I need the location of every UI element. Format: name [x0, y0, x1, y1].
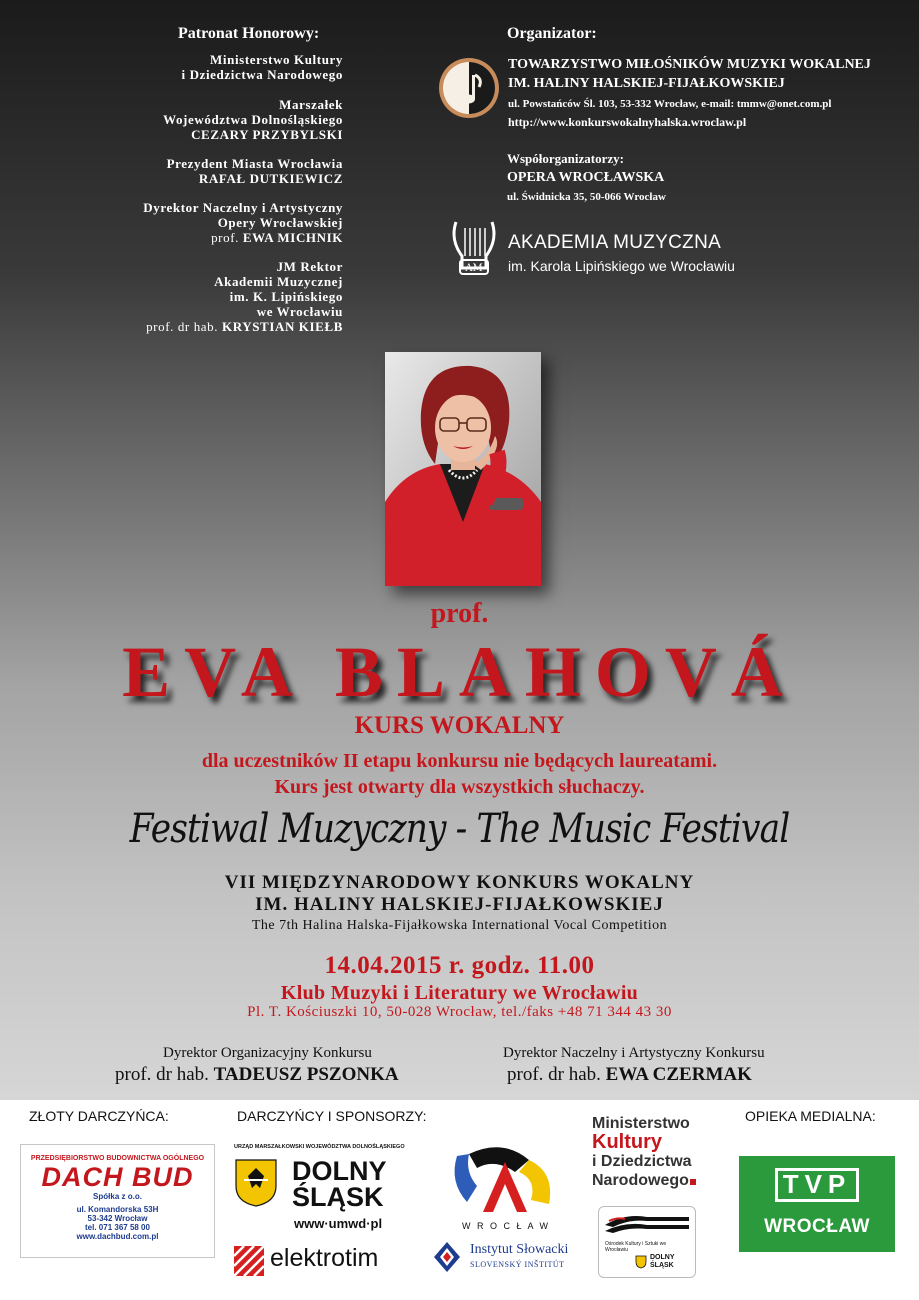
instytut-sub: SLOVENSKÝ INŠTITÚT	[470, 1260, 565, 1269]
dolny-top: URZĄD MARSZAŁKOWSKI WOJEWÓDZTWA DOLNOŚLĄSKIEGO	[234, 1144, 405, 1150]
patronat-group-4	[0, 200, 343, 245]
dachbud-www: www.dachbud.com.pl	[76, 1232, 159, 1241]
patronat-title: Patronat Honorowy:	[178, 25, 320, 42]
director-left-prefix: prof. dr hab.	[115, 1064, 209, 1085]
dachbud-top: PRZEDSIĘBIORSTWO BUDOWNICTWA OGÓLNEGO	[30, 1155, 205, 1162]
patronat-group-2	[0, 97, 343, 142]
patronat-line: Marszałek	[279, 97, 343, 112]
instytut-icon	[432, 1240, 462, 1274]
patronat-line: i Dziedzictwa Narodowego	[181, 67, 343, 82]
sponsors-label: DARCZYŃCY I SPONSORZY:	[237, 1108, 427, 1124]
tmmw-logo	[438, 57, 500, 119]
ministry-line-2: Kultury	[592, 1131, 662, 1153]
portrait-photo	[385, 352, 541, 586]
instytut-slowacki-logo	[432, 1240, 592, 1280]
small-coat-icon	[635, 1255, 647, 1269]
director-right	[507, 1064, 752, 1086]
akademia-name: AKADEMIA MUZYCZNA	[508, 232, 722, 253]
patronat-person	[0, 230, 343, 245]
director-right-prefix: prof. dr hab.	[507, 1064, 601, 1085]
course-line-1: dla uczestników II etapu konkursu nie będących laureatami.	[201, 750, 718, 772]
patronat-name: KRYSTIAN KIEŁB	[221, 319, 343, 334]
prof-label: prof.	[430, 598, 489, 629]
patronat-prefix: prof.	[211, 230, 239, 245]
gold-sponsor-label: ZŁOTY DARCZYŃCA:	[29, 1108, 169, 1124]
dachbud-addr2: 53-342 Wrocław	[87, 1214, 148, 1223]
dachbud-name: DACH BUD	[41, 1162, 194, 1192]
instytut-name: Instytut Słowacki	[470, 1242, 569, 1257]
festival-title: Festiwal Muzyczny - The Music Festival	[129, 806, 790, 852]
tvp-sub: WROCŁAW	[764, 1216, 870, 1237]
osrodek-dolny-1: DOLNY	[650, 1254, 675, 1261]
patronat-line: im. K. Lipińskiego	[229, 289, 343, 304]
patronat-line: Opery Wrocławskiej	[217, 215, 343, 230]
media-label: OPIEKA MEDIALNA:	[745, 1108, 876, 1124]
organizer-url[interactable]: http://www.konkurswokalnyhalska.wroclaw.pl	[508, 115, 747, 129]
patronat-line: Ministerstwo Kultury	[210, 52, 343, 67]
course-line-2: Kurs jest otwarty dla wszystkich słuchaczy.	[274, 776, 645, 798]
ministry-line-1: Ministerstwo	[592, 1115, 690, 1132]
elektrotim-name: elektrotim	[270, 1244, 379, 1272]
coat-of-arms-icon	[234, 1158, 278, 1208]
patronat-line: Akademii Muzycznej	[214, 274, 343, 289]
director-right-name: EWA CZERMAK	[605, 1064, 752, 1085]
dolny-slask-logo	[234, 1144, 404, 1234]
osrodek-dolny	[650, 1254, 675, 1270]
elektrotim-logo	[234, 1246, 404, 1276]
ministry-line-3: i Dziedzictwa	[592, 1153, 692, 1170]
course-title: KURS WOKALNY	[354, 712, 565, 739]
wroclaw-text: W R O C Ł A W	[461, 1221, 550, 1231]
patronat-group-5	[0, 259, 343, 334]
competition-line-1: VII MIĘDZYNARODOWY KONKURS WOKALNY	[224, 872, 695, 893]
coorganizer-address: ul. Świdnicka 35, 50-066 Wrocław	[507, 191, 666, 203]
ministry-logo	[592, 1114, 732, 1194]
main-name: EVA BLAHOVÁ	[122, 632, 797, 712]
dachbud-tel: tel. 071 367 58 00	[85, 1223, 150, 1232]
patronat-line: Prezydent Miasta Wrocławia	[166, 156, 343, 171]
patronat-name: EWA MICHNIK	[242, 230, 343, 245]
tmmw-logo-icon	[438, 57, 500, 119]
dolny-name-2: ŚLĄSK	[292, 1182, 384, 1212]
dachbud-addr1: ul. Komandorska 53H	[76, 1205, 159, 1214]
dachbud-sub: Spółka z o.o.	[93, 1192, 142, 1201]
dolny-name-1: DOLNY	[292, 1156, 387, 1186]
director-left-name: TADEUSZ PSZONKA	[213, 1064, 399, 1085]
director-left	[115, 1064, 399, 1086]
patronat-line: RAFAŁ DUTKIEWICZ	[198, 171, 343, 186]
patronat-line: we Wrocławiu	[256, 304, 343, 319]
dolny-www: www·umwd·pl	[294, 1216, 383, 1231]
patronat-group-3	[0, 156, 343, 186]
patronat-line: JM Rektor	[276, 259, 343, 274]
patronat-line: CEZARY PRZYBYLSKI	[191, 127, 343, 142]
dachbud-logo	[20, 1144, 215, 1258]
director-left-title: Dyrektor Organizacyjny Konkursu	[163, 1045, 372, 1061]
competition-line-3: The 7th Halina Halska-Fijałkowska International Vocal Competition	[251, 918, 668, 933]
organizer-title: Organizator:	[507, 25, 597, 42]
ministry-line-4-wrap	[592, 1171, 732, 1190]
ministry-dot-icon	[690, 1179, 696, 1185]
osrodek-icon	[605, 1213, 689, 1237]
organizer-name-2: IM. HALINY HALSKIEJ-FIJAŁKOWSKIEJ	[508, 76, 785, 91]
elektrotim-icon	[234, 1246, 264, 1276]
organizer-name-1: TOWARZYSTWO MIŁOŚNIKÓW MUZYKI WOKALNEJ	[508, 57, 871, 72]
lyre-icon	[448, 218, 500, 280]
competition-line-2: IM. HALINY HALSKIEJ-FIJAŁKOWSKIEJ	[255, 894, 664, 915]
organizer-address: ul. Powstańców Śl. 103, 53-332 Wrocław, e-mail: tmmw@onet.com.pl	[508, 98, 832, 110]
coorganizer-title: Współorganizatorzy:	[507, 151, 624, 166]
akademia-sub: im. Karola Lipińskiego we Wrocławiu	[508, 258, 735, 274]
osrodek-text: Ośrodek Kultury i Sztuki we Wrocławiu	[605, 1241, 667, 1253]
tvp-name: TVP	[782, 1169, 852, 1199]
tvp-wroclaw-logo	[739, 1156, 895, 1252]
patronat-person	[0, 319, 343, 334]
patronat-prefix: prof. dr hab.	[146, 319, 219, 334]
portrait-illustration	[385, 352, 541, 586]
patronat-group-1	[0, 52, 343, 82]
wroclaw-logo	[443, 1132, 569, 1230]
wroclaw-icon	[443, 1132, 569, 1216]
svg-text:AM: AM	[465, 263, 483, 274]
osrodek-logo	[598, 1206, 696, 1278]
patronat-line: Dyrektor Naczelny i Artystyczny	[143, 200, 343, 215]
coorganizer-name: OPERA WROCŁAWSKA	[507, 170, 665, 185]
sponsors-strip	[0, 1100, 919, 1300]
osrodek-dolny-2: ŚLĄSK	[650, 1262, 674, 1269]
event-venue: Klub Muzyki i Literatury we Wrocławiu	[280, 982, 639, 1004]
event-date: 14.04.2015 r. godz. 11.00	[324, 952, 595, 979]
event-address: Pl. T. Kościuszki 10, 50-028 Wrocław, tel./faks +48 71 344 43 30	[247, 1004, 672, 1020]
director-right-title: Dyrektor Naczelny i Artystyczny Konkursu	[503, 1045, 765, 1061]
patronat-line: Województwa Dolnośląskiego	[163, 112, 343, 127]
ministry-line-4: Narodowego	[592, 1172, 689, 1189]
